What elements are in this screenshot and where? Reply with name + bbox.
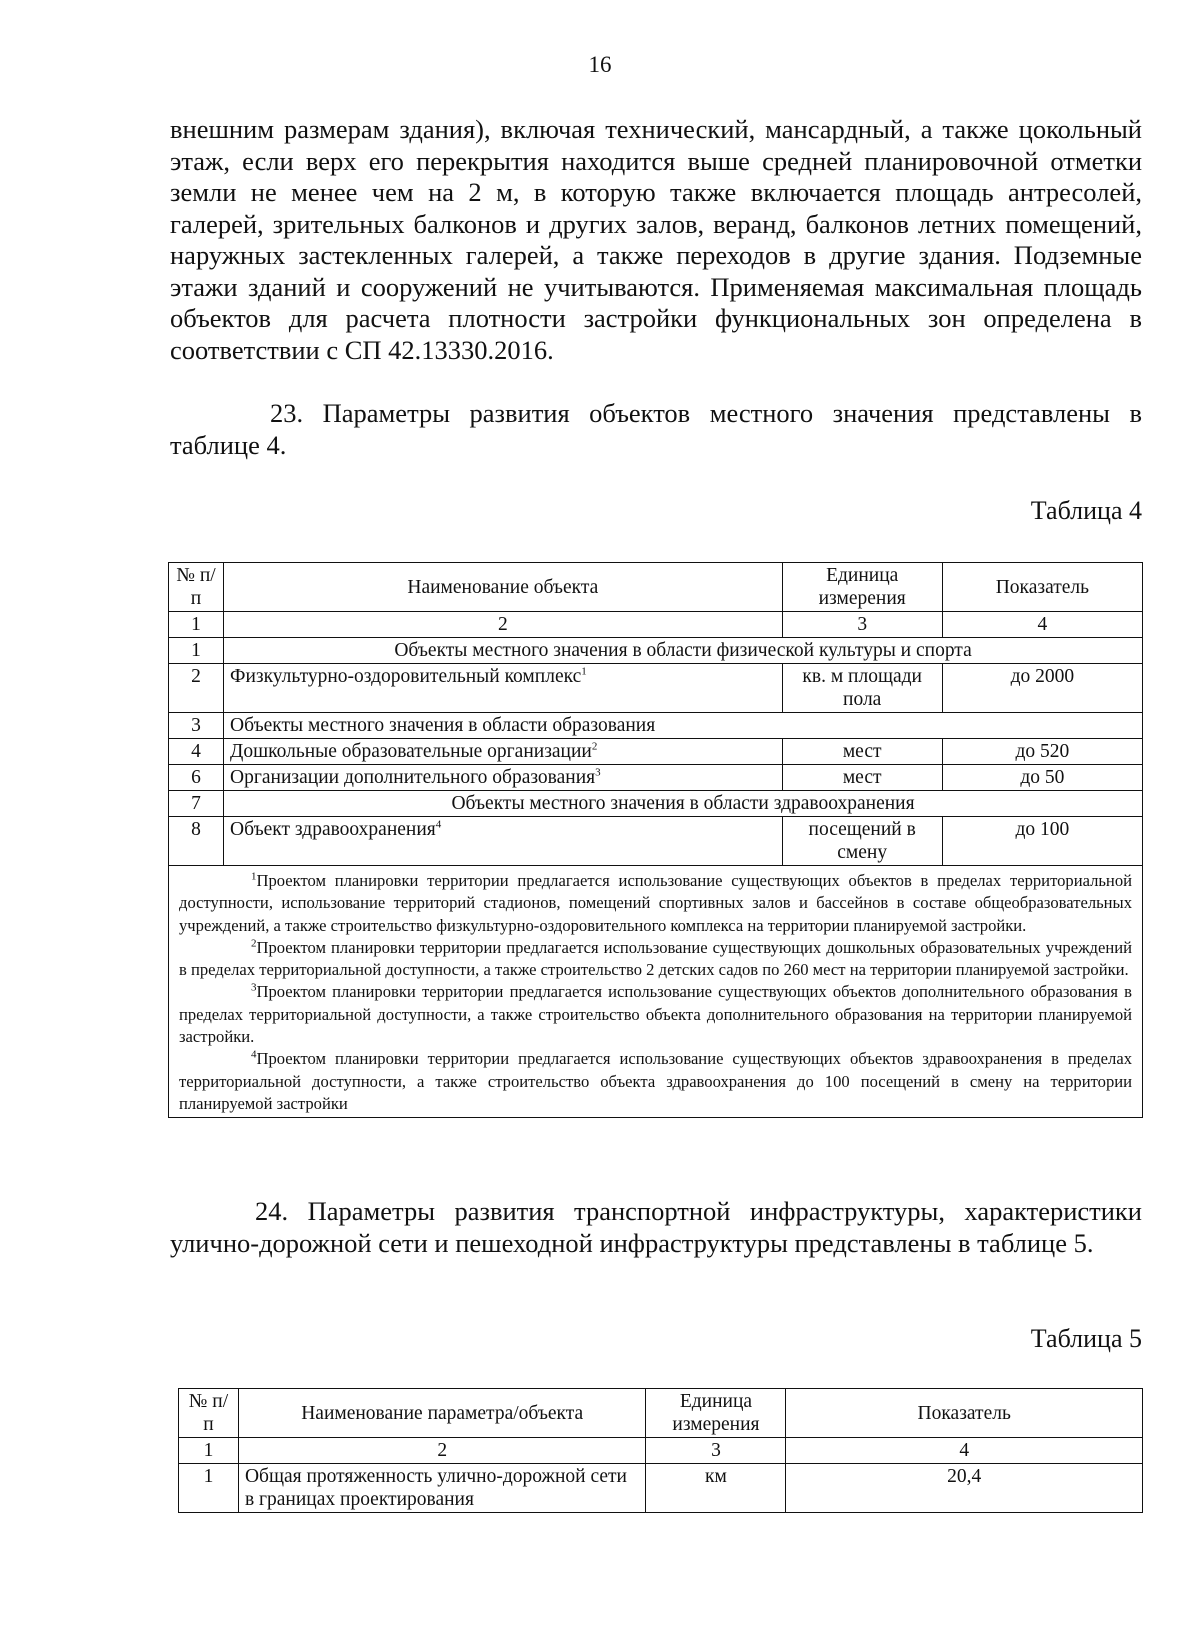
row-value: до 2000 [942, 664, 1142, 713]
row-num: 6 [169, 765, 224, 791]
paragraph-23: 23. Параметры развития объектов местного значения представлены в таблице 4. [170, 398, 1142, 460]
note-3: $^3$Проектом планировки территории предлагается использование существующих объектов дополнительного образования в пределах территориальной доступности, а также строительство объекта дополнительного образования на территории планируемой застройки. [179, 981, 1132, 1047]
section-num: 3 [169, 713, 224, 739]
col-number: 2 [238, 1438, 646, 1464]
row-num: 1 [179, 1464, 239, 1513]
col-number: 4 [786, 1438, 1143, 1464]
footnote-mark: 4 [435, 818, 442, 831]
section-title: Объекты местного значения в области здравоохранения [224, 791, 1143, 817]
notes-row [169, 866, 1143, 1118]
header-unit: Единица измерения [782, 563, 942, 612]
col-number: 3 [646, 1438, 786, 1464]
table-header-row [169, 563, 1143, 612]
table-row [169, 664, 1143, 713]
note-1: $^1$Проектом планировки территории предлагается использование существующих объектов в пределах территориальной доступности, использование территорий стадионов, помещений спортивных залов и бассейнов в составе общеобразовательных учреждений, а также строительство физкультурно-оздоровительного комплекса на территории планируемой застройки. [179, 870, 1132, 935]
table-row [179, 1464, 1143, 1513]
row-name: Физкультурно-оздоровительный комплекс$^1$ [224, 664, 783, 713]
row-num: 4 [169, 739, 224, 765]
section-row [169, 791, 1143, 817]
header-num: № п/п [169, 563, 224, 612]
table-row [169, 739, 1143, 765]
table-row [169, 817, 1143, 866]
col-number: 1 [179, 1438, 239, 1464]
table-header-row [179, 1389, 1143, 1438]
header-num: № п/п [179, 1389, 239, 1438]
row-unit: мест [782, 765, 942, 791]
table-5-caption: Таблица 5 [1030, 1324, 1142, 1353]
section-num: 1 [169, 638, 224, 664]
footnote-mark: 3 [595, 766, 601, 779]
note-2: $^2$Проектом планировки территории предлагается использование существующих дошкольных образовательных учреждений в пределах территориальной доступности, а также строительство 2 детских садов по 260 мест на территории планируемой застройки. [179, 937, 1132, 980]
row-value: до 100 [942, 817, 1142, 866]
col-number: 1 [169, 612, 224, 638]
footnote-mark: 2 [591, 740, 598, 753]
row-unit: км [646, 1464, 786, 1513]
header-value: Показатель [786, 1389, 1143, 1438]
row-name: Дошкольные образовательные организации$^2$ [224, 739, 783, 765]
row-name: Общая протяженность улично-дорожной сети в границах проектирования [238, 1464, 646, 1513]
row-value: до 520 [942, 739, 1142, 765]
header-value: Показатель [942, 563, 1142, 612]
row-unit: кв. м площади пола [782, 664, 942, 713]
column-number-row [169, 612, 1143, 638]
row-name: Организации дополнительного образования$^3$ [224, 765, 783, 791]
row-num: 2 [169, 664, 224, 713]
footnote-mark: 1 [581, 665, 587, 678]
table-4-caption: Таблица 4 [1030, 496, 1142, 525]
table-5 [178, 1388, 1143, 1513]
table-4 [168, 562, 1143, 1118]
row-num: 8 [169, 817, 224, 866]
paragraph-1: внешним размерам здания), включая технический, мансардный, а также цокольный этаж, если верх его перекрытия находится выше средней планировочной отметки земли не менее чем на 2 м, в которую также включается площадь антресолей, галерей, зрительных балконов и других залов, веранд, балконов летних помещений, наружных застекленных галерей, а также переходов в другие здания. Подземные этажи зданий и сооружений не учитываются. Применяемая максимальная площадь объектов для расчета плотности застройки функциональных зон определена в соответствии с СП 42.13330.2016. [170, 114, 1142, 365]
col-number: 3 [782, 612, 942, 638]
column-number-row [179, 1438, 1143, 1464]
header-unit: Единица измерения [646, 1389, 786, 1438]
col-number: 2 [224, 612, 783, 638]
section-num: 7 [169, 791, 224, 817]
table-row [169, 765, 1143, 791]
section-title: Объекты местного значения в области образования [224, 713, 1143, 739]
row-unit: мест [782, 739, 942, 765]
page-number: 16 [588, 52, 612, 77]
row-unit: посещений в смену [782, 817, 942, 866]
header-name: Наименование объекта [224, 563, 783, 612]
section-row [169, 638, 1143, 664]
paragraph-24: 24. Параметры развития транспортной инфраструктуры, характеристики улично-дорожной сети и пешеходной инфраструктуры представлены в таблице 5. [170, 1196, 1142, 1258]
section-row [169, 713, 1143, 739]
header-name: Наименование параметра/объекта [238, 1389, 646, 1438]
row-value: до 50 [942, 765, 1142, 791]
note-4: $^4$Проектом планировки территории предлагается использование существующих объектов здравоохранения в пределах территориальной доступности, а также строительство объекта здравоохранения до 100 посещений в смену на территории планируемой застройки [179, 1048, 1132, 1113]
table-notes [169, 866, 1143, 1118]
section-title: Объекты местного значения в области физической культуры и спорта [224, 638, 1143, 664]
col-number: 4 [942, 612, 1142, 638]
row-value: 20,4 [786, 1464, 1143, 1513]
row-name: Объект здравоохранения$^4$ [224, 817, 783, 866]
